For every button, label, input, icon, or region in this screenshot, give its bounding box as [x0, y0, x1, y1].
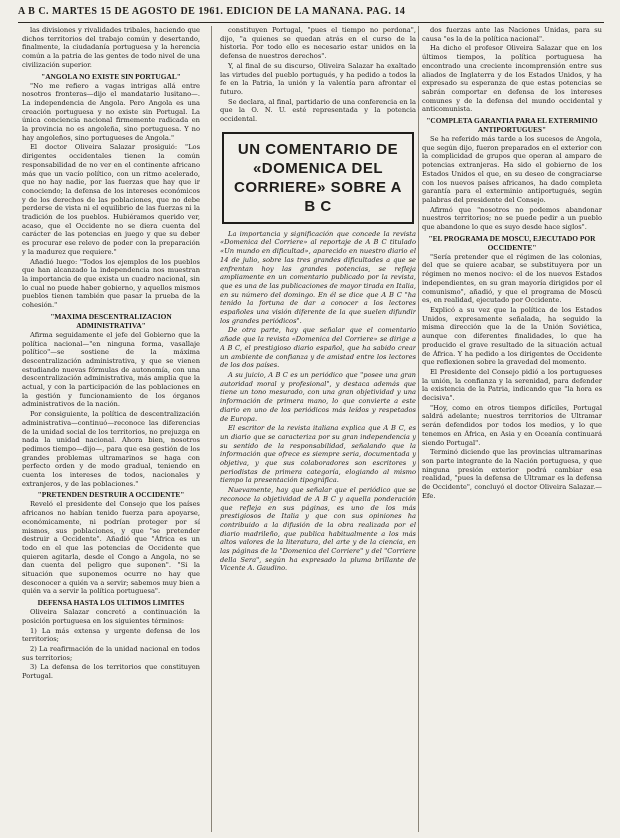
- paragraph: Afirmó que "nosotros no podemos abandonar nuestros territorios; no se puede pedir a un pueblo que abandone lo que es suyo desde hace siglos".: [422, 205, 602, 232]
- paragraph: Se ha referido más tarde a los sucesos de Angola, que según dijo, fueron preparados en el exterior con la complicidad de grupos que operan al amparo de potencias extranjeras. Ha sido el gobierno de los Estados Unidos el que, en su deseo de congraciarse con los nuevos países africanos, ha dado completa garantía para el exterminio antiportugués, según palabras del presidente del Consejo.: [422, 135, 602, 204]
- list-item: 3) La defensa de los territorios que constituyen Portugal.: [22, 663, 200, 681]
- subheading: "MAXIMA DESCENTRALIZACION ADMINISTRATIVA": [50, 311, 172, 330]
- list-item: 2) La reafirmación de la unidad nacional en todos sus territorios;: [22, 645, 200, 662]
- paragraph: Terminó diciendo que las provincias ultramarinas son parte integrante de la Nación portuguesa, y que ninguna presión exterior podrá cambiar esa realidad, "pues la defensa de Ultramar es la defensa de Occidente", concluyó el doctor Oliveira Salazar.—Efe.: [422, 448, 602, 500]
- paragraph: Añadió luego: "Todos los ejemplos de los pueblos que han alcanzado la independencia nos muestran la importancia de que exista un cuadro nacional, sin lo cual no puede haber gobierno, y aquellos mismos pueblos tienen también que pasar la prueba de la cohesión.": [22, 257, 200, 310]
- page-header: A B C. MARTES 15 DE AGOSTO DE 1961. EDICION DE LA MAÑANA. PAG. 14: [18, 6, 604, 23]
- article-headline: UN COMENTARIO DE «DOMENICA DEL CORRIERE» SOBRE A B C: [222, 132, 414, 224]
- paragraph: Nuevamente, hay que señalar que el periódico que se reconoce la objetividad de A B C y aquella ponderación que refleja en sus páginas, es uno de los más prestigiosos de Italia y que con sus opiniones ha contribuido a la difusión de la obra realizada por el diario madrileño, que publica habitualmente a los más altos valores de la literatura, del arte y de la ciencia, en las páginas de la "Domenica del Corriere" y del "Corriere della Sera", según ha expresado la pluma brillante de Vicente A. Gaudino.: [220, 486, 416, 573]
- paragraph: "Sería pretender que el régimen de las colonias, del que se quiere acabar, se substituyera por un régimen no menos nocivo: el de los nuevos Estados independientes, en su gran mayoría dirigidos por el comunismo", añadió, y que el programa de Moscú es, en realidad, ejecutado por Occidente.: [422, 252, 602, 305]
- paragraph: La importancia y significación que concede la revista «Domenica del Corriere» al reportaje de A B C titulado «Un mundo en dificultad», aparecido en nuestro diario el 14 de julio, sobre las tres grandes dificultades a que se enfrentan hoy las grandes potencias, se refleja ampliamente en un comentario publicado por la revista, que es una de las publicaciones de mayor tirada en Italia, en su número del domingo. En él se dice que A B C "ha tenido la fortuna de dar a conocer a los lectores españoles una visión diferente de la que suelen difundir los grandes periódicos".: [220, 229, 416, 325]
- column-rule: [211, 26, 212, 832]
- list-item: 1) La más extensa y urgente defensa de los territorios;: [22, 626, 200, 644]
- paragraph: dos fuerzas ante las Naciones Unidas, para su causa "es la de la política nacional".: [422, 26, 602, 43]
- paragraph: De otra parte, hay que señalar que el comentario añade que la revista «Domenica del Corriere» se dirige a A B C, el prestigioso diario español, que ha sabido crear un ambiente de confianza y de amistad entre los lectores de los dos países.: [220, 326, 416, 370]
- subheading: "EL PROGRAMA DE MOSCU, EJECUTADO POR OCCIDENTE": [428, 233, 596, 252]
- column-right: [422, 26, 602, 832]
- paragraph: Afirma seguidamente el jefe del Gobierno que la política nacional—"en ninguna forma, vasallaje político"—se sostiene de la máxima descentralización administrativa, y que se vienen estudiando nuevas fórmulas de autonomía, con una descentralización administrativa, más amplia que la actual, y con la participación de las poblaciones en la gestión y funcionamiento de los órganos administrativos de la nación.: [22, 330, 200, 409]
- paragraph: Ha dicho el profesor Oliveira Salazar que en los últimos tiempos, la política portuguesa ha encontrado una creciente incomprensión entre sus aliados de Inglaterra y de los Estados Unidos, y ha expresado su esperanza de que estas potencias se sabrán comportar en defensa de los intereses comunes y de la defensa del mundo occidental y anticomunista.: [422, 44, 602, 114]
- paragraph: A su juicio, A B C es un periódico que "posee una gran autoridad moral y profesional", y destaca además que tiene un tono mesurado, con una gran objetividad y una información de primera mano, lo que convierte a este diario en uno de los periódicos más leídos y respetados de Europa.: [220, 370, 416, 423]
- paragraph: "No me refiero a vagas intrigas allá entre nosotros fronteras—dijo el mandatario lusitano—. La independencia de Angola. Pero Angola es una creación portuguesa y no existe sin Portugal. La única conciencia nacional firmemente radicada en la provincia no es angoleña, sino portuguesa. Y no hay angoleños, sino portugueses de Angola.": [22, 81, 200, 142]
- paragraph: Reveló el presidente del Consejo que los países africanos no habían tenido fuerza para apoyarse, económicamente, ni podrían proteger por sí mismos, sus poblaciones, y que "se pretender destruir a Occidente". Añadió que "África es un todo en el que las potencias de Occidente que quieren agitarla, desde el Congo a Angola, no se dan cuenta del peligro que suponen". "Si la situación que suponemos ocurre no hay que desconocer a quién va a servir; sabemos muy bien a quién va a servir la política portuguesa".: [22, 500, 200, 596]
- column-left: [22, 26, 200, 832]
- paragraph: las divisiones y rivalidades tribales, haciendo que dichos territorios del trabajo común y desertando, finalmente, la ciudadanía portuguesa y la herencia común a la patria de las gentes de todo nivel de una civilización superior.: [22, 26, 200, 69]
- subheading: "ANGOLA NO EXISTE SIN PORTUGAL": [41, 71, 181, 81]
- paragraph: El escritor de la revista italiana explica que A B C, es un diario que se caracteriza por su gran independencia y su sentido de la responsabilidad, señalando que la información que ofrece es siempre seria, documentada y objetiva, y que sus colaboradores son escritores y periodistas de primera categoría, elogiando al mismo tiempo la presentación tipográfica.: [220, 424, 416, 485]
- paragraph: "Hoy, como en otros tiempos difíciles, Portugal saldrá adelante; nuestros territorios de Ultramar serán defendidos por todos los medios, y lo que tenemos en África, en Asia y en Oceanía continuará siendo Portugal".: [422, 403, 602, 447]
- paragraph: El doctor Oliveira Salazar prosiguió: "Los dirigentes occidentales tienen la común responsabilidad de no ver en el continente africano más que un vacío político, con un ritmo acelerado, que no hay nadie, por las fuerzas que hay que ir conociendo; la defensa de los intereses económicos y de los derechos de las poblaciones, que no debe perderse de vista ni el equilibrio de las fuerzas ni la tradición de los pueblos. Hubiéramos querido ver, acaso, que el Occidente no se diera cuenta del carácter de las potencias en juego y que su deber es procurar ese relevo de poder con la preparación y la madurez que requiere.": [22, 143, 200, 256]
- paragraph: Por consiguiente, la política de descentralización administrativa—continuó—reconoce las diferencias de la unidad social de los territorios, no prejuzga en nada la unidad nacional. Ahora bien, nosotros pedimos tiempo—dijo—, para que esa gestión de los grandes problemas ultramarinos se haga con perfecto orden y de modo gradual, teniendo en cuenta los intereses de todos, nacionales y extranjeros, y de las poblaciones.": [22, 410, 200, 488]
- paragraph: Explicó a su vez que la política de los Estados Unidos, expresamente señalada, ha seguido la misma dirección que la de la Unión Soviética, aunque con diferentes finalidades, lo que ha producido el grave resultado de la situación actual de África. Y ha pedido a los dirigentes de Occidente que reflexionen sobre la gravedad del momento.: [422, 305, 602, 367]
- paragraph: Se declara, al final, partidario de una conferencia en la que la O. N. U. esté representada y la potencia occidental.: [220, 97, 416, 124]
- subheading: "COMPLETA GARANTIA PARA EL EXTERMINIO ANTIPORTUGUES": [426, 116, 598, 135]
- paragraph: constituyen Portugal, "pues el tiempo no perdona", dijo, "a quienes se quedan atrás en el curso de la historia. Por todo ello es necesario estar unidos en la defensa de nuestros derechos".: [220, 26, 416, 61]
- column-rule: [418, 26, 419, 832]
- paragraph: El Presidente del Consejo pidió a los portugueses la unión, la confianza y la serenidad, para defender la existencia de la Patria, indicando que "la hora es decisiva".: [422, 367, 602, 403]
- subheading: "PRETENDEN DESTRUIR A OCCIDENTE": [37, 490, 185, 500]
- column-center: [220, 26, 416, 832]
- paragraph: Y, al final de su discurso, Oliveira Salazar ha exaltado las virtudes del pueblo portugués, y ha pedido a todos la fe en la Patria, la unión y la valentía para afrontar el futuro.: [220, 61, 416, 96]
- paragraph: Oliveira Salazar concretó a continuación la posición portuguesa en los siguientes términos:: [22, 608, 200, 625]
- subheading: DEFENSA HASTA LOS ULTIMOS LIMITES: [37, 598, 185, 608]
